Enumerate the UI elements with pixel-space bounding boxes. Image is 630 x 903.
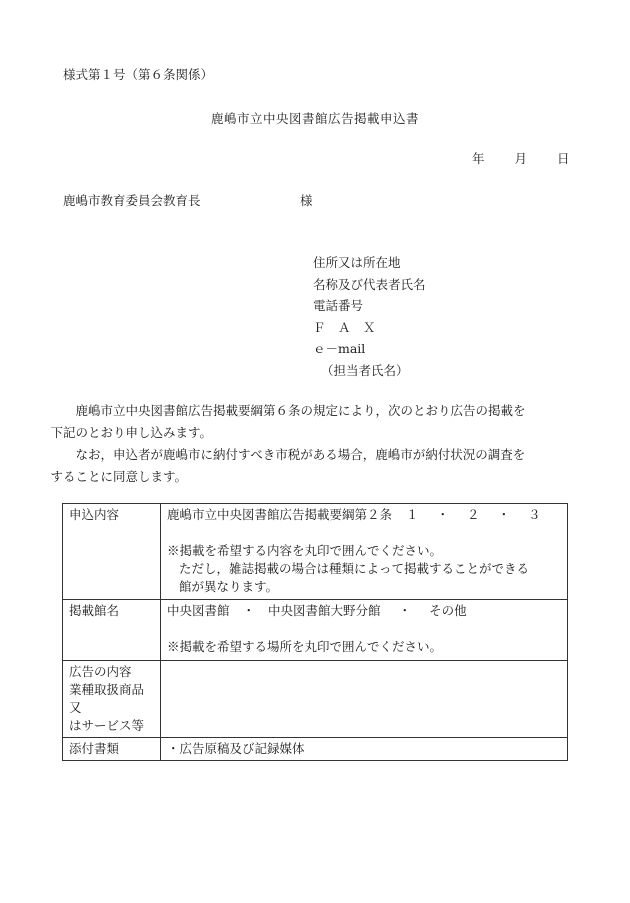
ad-content-label bbox=[63, 661, 161, 738]
content-note-2: ただし，雑誌掲載の場合は種類によって掲載することができる bbox=[179, 561, 530, 576]
applicant-fax-label: Ｆ Ａ Ｘ bbox=[313, 319, 376, 335]
paragraph-1-line-1: 鹿嶋市立中央図書館広告掲載要綱第６条の規定により，次のとおり広告の掲載を bbox=[75, 403, 526, 418]
library-name-label: 掲載館名 bbox=[63, 600, 161, 661]
library-option-central[interactable]: 中央図書館 bbox=[167, 603, 230, 618]
addressee-honorific: 様 bbox=[300, 193, 313, 208]
attachments-label: 添付書類 bbox=[63, 738, 161, 761]
table-row-attachments bbox=[63, 738, 568, 761]
reference-text: 鹿嶋市立中央図書館広告掲載要綱第２条 bbox=[167, 507, 393, 522]
form-number: 様式第１号（第６条関係） bbox=[63, 67, 214, 82]
paragraph-2 bbox=[50, 444, 573, 488]
table-row-ad-content bbox=[63, 661, 568, 738]
applicant-phone-label: 電話番号 bbox=[313, 298, 364, 313]
attachments-cell: ・広告原稿及び記録媒体 bbox=[161, 738, 568, 761]
application-content-label: 申込内容 bbox=[63, 504, 161, 600]
paragraph-1-line-2: 下記のとおり申し込みます。 bbox=[50, 425, 213, 440]
option-2[interactable]: ２ bbox=[467, 507, 480, 522]
library-option-other[interactable]: その他 bbox=[429, 603, 467, 618]
table-row-library-name bbox=[63, 600, 568, 661]
applicant-name-label: 名称及び代表者氏名 bbox=[313, 276, 426, 292]
option-separator: ・ bbox=[398, 603, 412, 618]
library-option-ono-branch[interactable]: 中央図書館大野分館 bbox=[268, 603, 381, 618]
content-note-3: 館が異なります。 bbox=[179, 579, 279, 594]
date-line bbox=[472, 150, 570, 168]
ad-content-cell[interactable] bbox=[161, 661, 568, 738]
content-note-1: ※掲載を希望する内容を丸印で囲んでください。 bbox=[167, 543, 443, 558]
ad-content-label-line-3: はサービス等 bbox=[69, 718, 145, 733]
ad-content-label-line-2: 業種取扱商品又 bbox=[69, 682, 145, 715]
option-3[interactable]: ３ bbox=[528, 507, 541, 522]
library-note: ※掲載を希望する場所を丸印で囲んでください。 bbox=[167, 639, 443, 654]
application-table bbox=[62, 503, 568, 761]
date-year-label: 年 bbox=[472, 151, 485, 166]
date-month-label: 月 bbox=[514, 151, 528, 166]
application-content-options bbox=[167, 506, 561, 524]
ad-content-label-line-1: 広告の内容 bbox=[69, 664, 132, 679]
applicant-block bbox=[313, 252, 426, 381]
document-title: 鹿嶋市立中央図書館広告掲載申込書 bbox=[210, 111, 419, 126]
paragraph-2-line-1: なお，申込者が鹿嶋市に納付すべき市税がある場合，鹿嶋市が納付状況の調査を bbox=[75, 447, 526, 462]
applicant-address-label: 住所又は所在地 bbox=[313, 255, 401, 270]
applicant-contact-label: （担当者氏名） bbox=[321, 362, 409, 378]
paragraph-1 bbox=[50, 400, 573, 444]
library-options bbox=[167, 602, 561, 620]
library-name-cell[interactable] bbox=[161, 600, 568, 661]
option-separator: ・ bbox=[436, 507, 450, 522]
addressee: 鹿嶋市教育委員会教育長 bbox=[63, 193, 201, 208]
body-text bbox=[50, 400, 573, 488]
paragraph-2-line-2: することに同意します。 bbox=[50, 469, 188, 484]
application-content-cell[interactable] bbox=[161, 504, 568, 600]
date-day-label: 日 bbox=[557, 151, 570, 166]
option-separator: ・ bbox=[497, 507, 511, 522]
option-separator: ・ bbox=[242, 603, 256, 618]
option-1[interactable]: １ bbox=[406, 507, 419, 522]
applicant-email-label: ｅ－mail bbox=[313, 341, 366, 356]
table-row-application-content bbox=[63, 504, 568, 600]
